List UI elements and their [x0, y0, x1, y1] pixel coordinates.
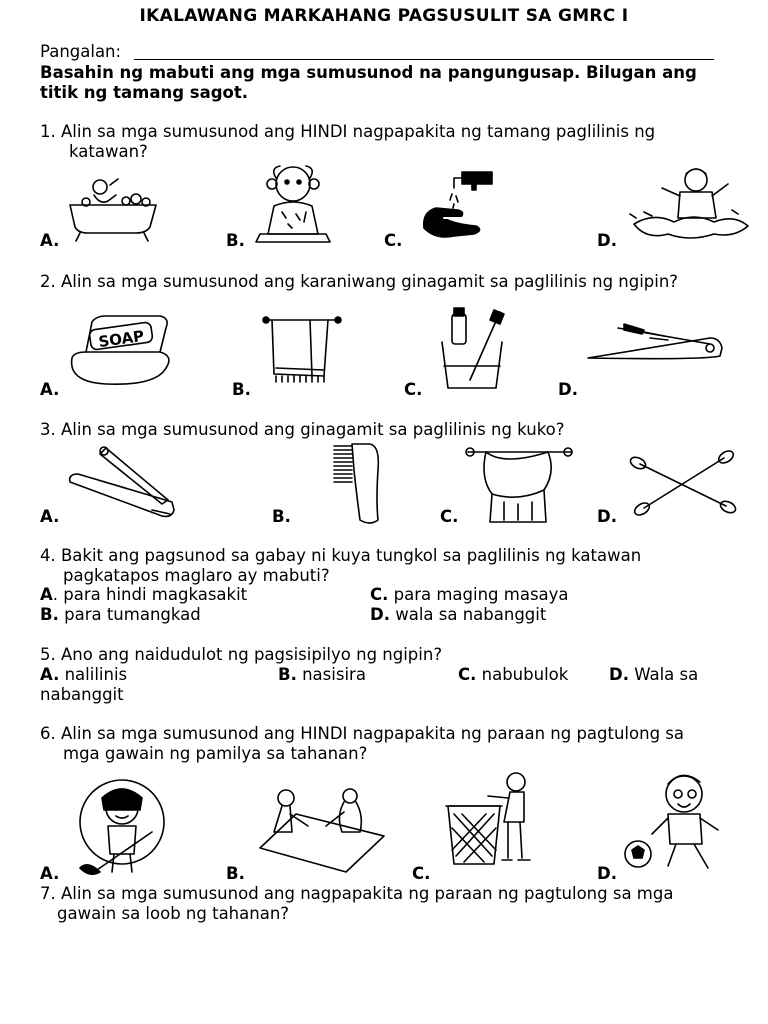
q5-choice-c-text: nabubulok	[476, 665, 569, 684]
q4-choice-d-letter: D.	[370, 605, 390, 624]
q5-choice-d-text: Wala sa	[628, 665, 699, 684]
q5-choice-c[interactable]	[458, 665, 568, 685]
q4-choice-c-text: para maging masaya	[388, 585, 569, 604]
q4-choice-c[interactable]	[370, 585, 569, 605]
q1-choice-d[interactable]: D.	[597, 231, 617, 250]
q4-choice-b-letter: B.	[40, 605, 59, 624]
q5-choice-c-letter: C.	[458, 665, 477, 684]
q3-choice-d[interactable]: D.	[597, 507, 617, 526]
question-6-text: 6. Alin sa mga sumusunod ang HINDI nagpapakita ng paraan ng pagtulong sa	[40, 724, 684, 743]
q4-choice-d-text: wala sa nabanggit	[389, 605, 547, 624]
q6-choice-d[interactable]: D.	[597, 864, 617, 883]
q5-choice-b-letter: B.	[278, 665, 297, 684]
hanging-towel-icon	[262, 310, 344, 390]
question-4-text-cont: pagkatapos maglaro ay mabuti?	[63, 566, 330, 585]
q3-choice-b[interactable]: B.	[272, 507, 291, 526]
boy-soccer-icon	[622, 770, 738, 880]
q5-choice-d-letter: D.	[609, 665, 629, 684]
q3-choice-a[interactable]: A.	[40, 507, 60, 526]
bathtub-icon	[66, 175, 162, 245]
q4-choice-a-letter: A	[40, 585, 53, 604]
question-5-text: 5. Ano ang naidudulot ng pagsisipilyo ng ngipin?	[40, 645, 443, 664]
child-in-mud-icon	[624, 164, 754, 246]
q5-choice-d[interactable]	[609, 665, 698, 685]
question-3-text: 3. Alin sa mga sumusunod ang ginagamit sa paglilinis ng kuko?	[40, 420, 565, 439]
soap-label: SOAP	[97, 326, 146, 352]
girl-brushing-icon	[252, 162, 334, 246]
q4-choice-d[interactable]	[370, 605, 546, 625]
q5-choice-b[interactable]	[278, 665, 366, 685]
question-7-text: 7. Alin sa mga sumusunod ang nagpapakita ng paraan ng pagtulong sa mga	[40, 884, 674, 903]
question-1-text: 1. Alin sa mga sumusunod ang HINDI nagpapakita ng tamang paglilinis ng	[40, 122, 656, 141]
q2-choice-a[interactable]: A.	[40, 380, 60, 399]
instructions-line-2: titik ng tamang sagot.	[40, 83, 249, 102]
children-cleaning-table-icon	[256, 786, 386, 876]
q4-choice-c-letter: C.	[370, 585, 389, 604]
nail-clipper-icon	[66, 444, 178, 524]
q4-choice-a[interactable]	[40, 585, 247, 605]
question-2-text: 2. Alin sa mga sumusunod ang karaniwang ginagamit sa paglilinis ng ngipin?	[40, 272, 679, 291]
q5-choice-a-text: nalilinis	[59, 665, 128, 684]
question-4-text: 4. Bakit ang pagsunod sa gabay ni kuya tungkol sa paglilinis ng katawan	[40, 546, 642, 565]
instructions-line-1: Basahin ng mabuti ang mga sumusunod na pangungusap. Bilugan ang	[40, 63, 697, 82]
q1-choice-a[interactable]: A.	[40, 231, 60, 250]
boy-trash-bin-icon	[438, 766, 542, 870]
q4-choice-a-text: para hindi magkasakit	[58, 585, 248, 604]
q2-choice-b[interactable]: B.	[232, 380, 251, 399]
q6-choice-a[interactable]: A.	[40, 864, 60, 883]
q5-choice-a-letter: A.	[40, 665, 60, 684]
question-1-text-cont: katawan?	[69, 142, 148, 161]
question-7-text-cont: gawain sa loob ng tahanan?	[57, 904, 290, 923]
nail-clipper-side-icon	[584, 318, 728, 366]
q2-choice-d[interactable]: D.	[558, 380, 578, 399]
name-field-line[interactable]	[134, 59, 714, 60]
q4-choice-a-sep: .	[52, 585, 59, 604]
q6-choice-c[interactable]: C.	[412, 864, 431, 883]
comb-icon	[330, 440, 386, 526]
handwashing-faucet-icon	[414, 168, 506, 246]
boy-mopping-icon	[70, 776, 178, 880]
q1-choice-c[interactable]: C.	[384, 231, 403, 250]
q5-choice-b-text: nasisira	[296, 665, 366, 684]
q5-choice-d-wrap: nabanggit	[40, 685, 124, 704]
q4-choice-b-text: para tumangkad	[58, 605, 201, 624]
soap-bar-icon	[66, 312, 176, 390]
towel-on-rack-icon	[464, 442, 576, 526]
question-6-text-cont: mga gawain ng pamilya sa tahanan?	[63, 744, 368, 763]
q5-choice-a[interactable]	[40, 665, 127, 685]
q6-choice-b[interactable]: B.	[226, 864, 245, 883]
q4-choice-b[interactable]	[40, 605, 201, 625]
q1-choice-b[interactable]: B.	[226, 231, 245, 250]
name-label: Pangalan:	[40, 42, 122, 61]
cotton-buds-icon	[626, 444, 742, 524]
toothbrush-cup-icon	[430, 306, 516, 392]
q2-choice-c[interactable]: C.	[404, 380, 423, 399]
page-title: IKALAWANG MARKAHANG PAGSUSULIT SA GMRC I	[139, 6, 629, 26]
q3-choice-c[interactable]: C.	[440, 507, 459, 526]
